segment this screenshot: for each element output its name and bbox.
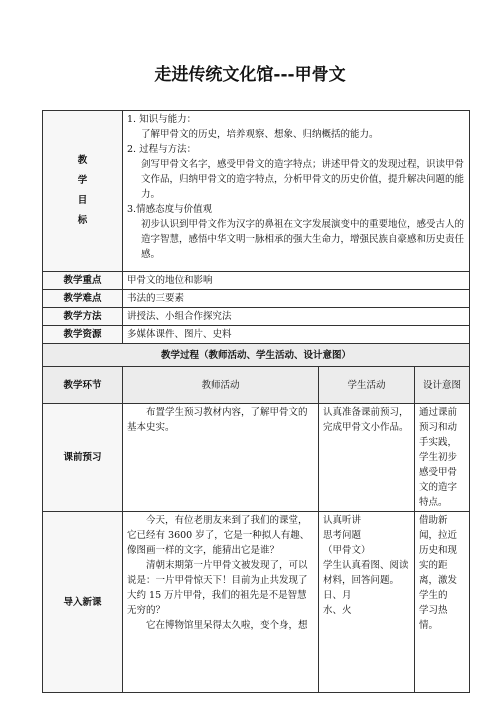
student-activity-line: 学生认真看图、阅读材料，回答问题。 (323, 560, 409, 586)
student-activity-line: 思考问题 (323, 530, 362, 541)
column-header-row (43, 367, 470, 404)
stage-row-preview (43, 404, 470, 512)
goal-label-char: 学 (77, 175, 88, 186)
goal-heading: 3.情感态度与价值观 (127, 204, 213, 215)
column-header-stage: 教学环节 (43, 367, 123, 404)
student-activity-line: 认真听讲 (323, 515, 362, 526)
info-row (43, 308, 470, 326)
resources-value: 多媒体课件、图片、史料 (123, 326, 470, 344)
column-header-intent: 设计意图 (415, 367, 470, 404)
process-header-row (43, 344, 470, 367)
process-header: 教学过程（教师活动、学生活动、设计意图） (43, 344, 470, 367)
teacher-activity-text: 今天，有位老朋友来到了我们的课堂，它已经有 3600 岁了，它是一种拟人有趣、像图画一样的文字，能猜出它是谁？ (127, 515, 310, 556)
student-activity-line: 日、月 (323, 590, 352, 601)
teacher-activity (123, 512, 319, 693)
stage-row-intro (43, 512, 470, 693)
column-header-student: 学生活动 (319, 367, 415, 404)
stage-name: 课前预习 (43, 404, 123, 512)
column-header-teacher: 教师活动 (123, 367, 319, 404)
info-row (43, 272, 470, 290)
goal-text: 了解甲骨文的历史，培养观察、想象、归纳概括的能力。 (141, 129, 379, 140)
key-points-value: 甲骨文的地位和影响 (123, 272, 470, 290)
teaching-goals-content (123, 111, 470, 272)
student-activity-line: （甲骨文） (323, 545, 371, 556)
lesson-plan-table (42, 110, 470, 693)
info-row (43, 290, 470, 308)
info-row (43, 326, 470, 344)
resources-label: 教学资源 (43, 326, 123, 344)
design-intent-text: 通过课前预习和动手实践，学生初步感受甲骨文的造字特点。 (419, 407, 458, 508)
key-points-label: 教学重点 (43, 272, 123, 290)
student-activity-line: 水、火 (323, 605, 352, 616)
teaching-goals-label (43, 111, 123, 272)
teacher-activity-text: 清朝末期第一片甲骨文被发现了，可以说是：一片甲骨惊天下！目前为止共发现了大约 15 万片甲骨，我们的祖先是不是智慧无穷的？ (127, 560, 308, 616)
design-intent (415, 404, 470, 512)
student-activity (319, 512, 415, 693)
goal-label-char: 教 (77, 155, 88, 166)
teacher-activity-text: 它在博物馆里呆得太久啦，变个身，想 (146, 620, 308, 631)
methods-label: 教学方法 (43, 308, 123, 326)
goal-heading: 2. 过程与方法： (127, 144, 197, 155)
goal-text: 剑写甲骨文名字，感受甲骨文的造字特点；讲述甲骨文的发现过程，识读甲骨文作品，归纳甲骨文的造字特点，分析甲骨文的历史价值，提升解决问题的能力。 (141, 159, 465, 200)
goal-heading: 1. 知识与能力： (127, 114, 197, 125)
difficulties-value: 书法的三要素 (123, 290, 470, 308)
teacher-activity (123, 404, 319, 512)
student-activity (319, 404, 415, 512)
difficulties-label: 教学难点 (43, 290, 123, 308)
stage-name: 导入新课 (43, 512, 123, 693)
design-intent-text: 借助新闻，拉近历史和现实的距离，激发学生的 学习热情。 (419, 515, 458, 631)
goal-label-char: 目 (77, 195, 88, 206)
goal-text: 初步认识到甲骨文作为汉字的鼻祖在文字发展演变中的重要地位，感受古人的造字智慧，感悟中华文明一脉相承的强大生命力，增强民族自豪感和历史责任感。 (141, 219, 465, 260)
student-activity-text: 认真准备课前预习，完成甲骨文小作品。 (323, 407, 409, 433)
methods-value: 讲授法、小组合作探究法 (123, 308, 470, 326)
design-intent (415, 512, 470, 693)
page-title: 走进传统文化馆---甲骨文 (154, 65, 346, 85)
teaching-goals-row (43, 111, 470, 272)
teacher-activity-text: 布置学生预习教材内容，了解甲骨文的基本史实。 (127, 407, 308, 433)
goal-label-char: 标 (77, 215, 88, 226)
